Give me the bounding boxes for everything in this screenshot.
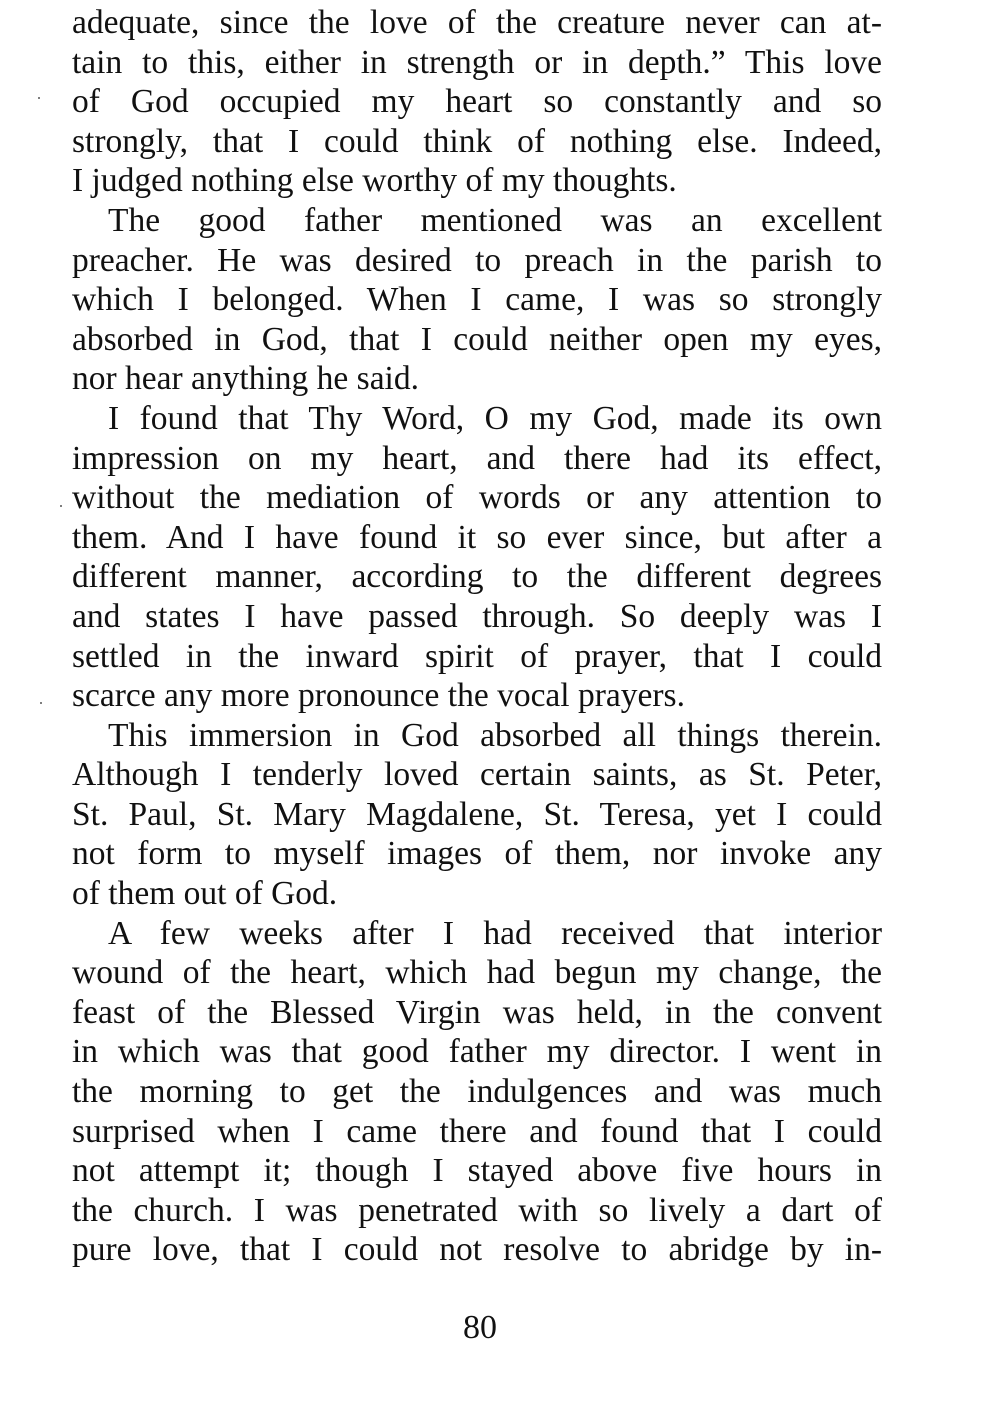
body-text: [72, 3, 882, 1270]
text-line: the morning to get the indulgences and was much: [72, 1073, 882, 1111]
text-line: I found that Thy Word, O my God, made its own: [108, 399, 882, 437]
text-line: pure love, that I could not resolve to abridge by in-: [72, 1231, 882, 1269]
text-line: preacher. He was desired to preach in the parish to: [72, 241, 882, 279]
text-line: them. And I have found it so ever since, but after a: [72, 518, 882, 556]
text-line: and states I have passed through. So deeply was I: [72, 597, 882, 635]
text-line: The good father mentioned was an excellent: [108, 201, 882, 239]
text-line: not attempt it; though I stayed above five hours in: [72, 1152, 882, 1190]
page-number: 80: [463, 1309, 497, 1346]
text-line: wound of the heart, which had begun my change, the: [72, 954, 882, 992]
text-line: settled in the inward spirit of prayer, that I could: [72, 637, 882, 675]
text-line: A few weeks after I had received that interior: [108, 914, 882, 952]
text-line: surprised when I came there and found that I could: [72, 1112, 882, 1150]
text-line: strongly, that I could think of nothing else. Indeed,: [72, 122, 882, 160]
text-line: in which was that good father my director. I went in: [72, 1033, 882, 1071]
text-line: adequate, since the love of the creature never can at-: [72, 4, 882, 41]
text-line: of them out of God.: [72, 875, 338, 913]
text-line: feast of the Blessed Virgin was held, in the convent: [72, 993, 882, 1031]
text-line: impression on my heart, and there had its effect,: [72, 439, 882, 477]
scan-speck: [38, 97, 40, 99]
text-line: tain to this, either in strength or in depth.” This love: [72, 43, 882, 81]
text-line: scarce any more pronounce the vocal prayers.: [72, 677, 685, 715]
text-line: the church. I was penetrated with so lively a dart of: [72, 1191, 882, 1229]
text-line: I judged nothing else worthy of my thoughts.: [72, 162, 677, 200]
scan-speck: [60, 505, 62, 507]
text-line: without the mediation of words or any attention to: [72, 479, 882, 517]
text-line: This immersion in God absorbed all things therein.: [108, 716, 882, 754]
scan-speck: [40, 702, 42, 704]
text-line: different manner, according to the different degrees: [72, 558, 882, 596]
text-line: nor hear anything he said.: [72, 360, 419, 398]
text-line: St. Paul, St. Mary Magdalene, St. Teresa, yet I could: [72, 795, 882, 833]
text-line: Although I tenderly loved certain saints, as St. Peter,: [72, 756, 882, 794]
text-line: not form to myself images of them, nor invoke any: [72, 835, 882, 873]
text-line: of God occupied my heart so constantly and so: [72, 83, 882, 121]
text-line: which I belonged. When I came, I was so strongly: [72, 281, 882, 319]
text-line: absorbed in God, that I could neither open my eyes,: [72, 320, 882, 358]
